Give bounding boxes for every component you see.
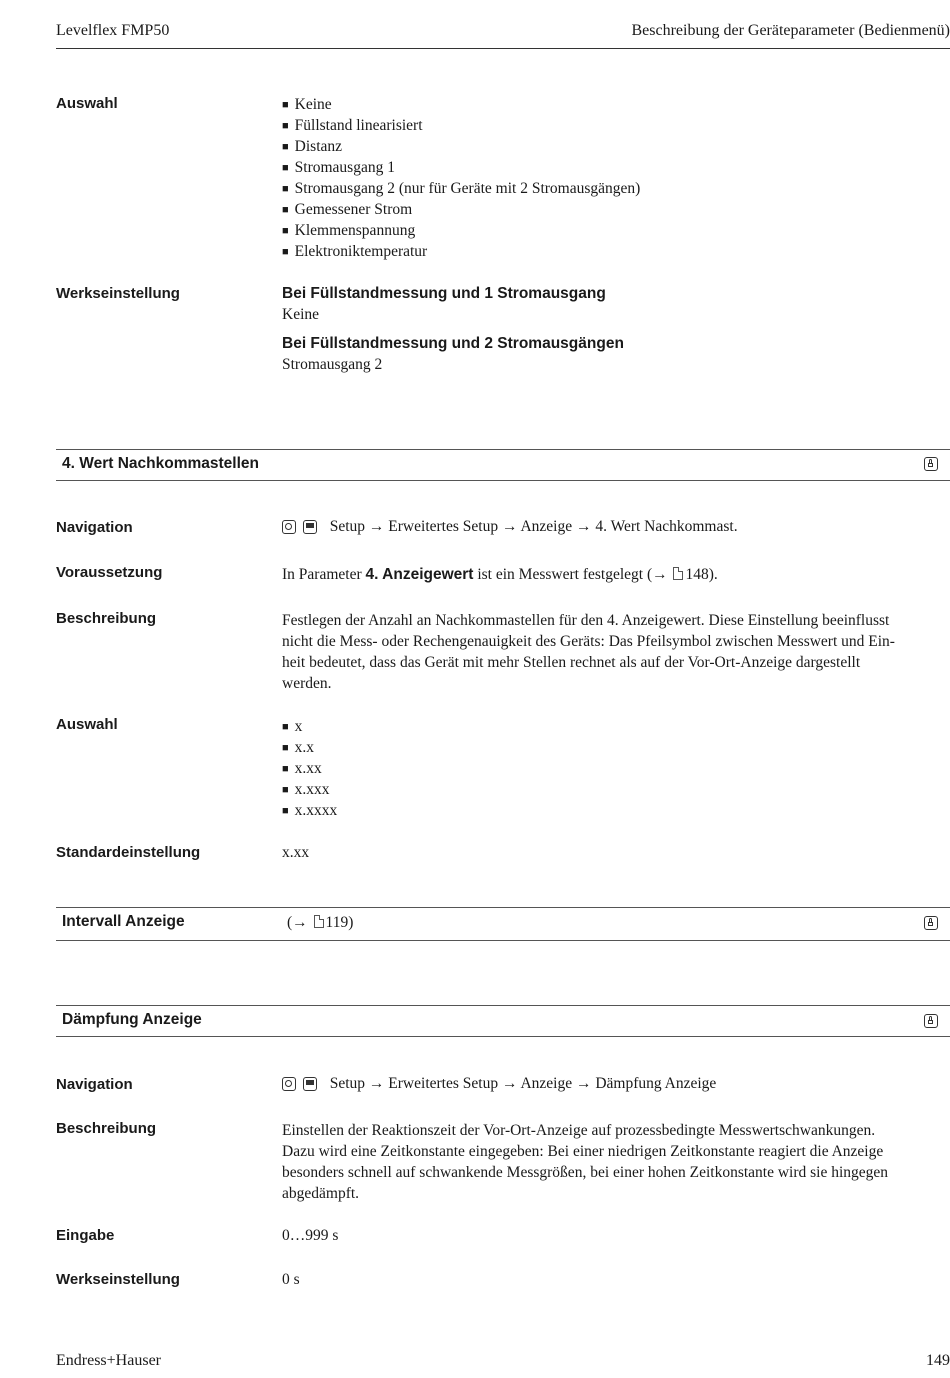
page-number: 149 [926, 1352, 950, 1369]
list-item: ■ x [282, 716, 337, 737]
beschreibung-label: Beschreibung [56, 610, 157, 627]
werk-case2-value: Stromausgang 2 [282, 356, 383, 373]
nav-path-text: Setup → Erweitertes Setup → Anzeige → 4. Wert Nachkommast. [329, 518, 738, 536]
nav-path-text: Setup → Erweitertes Setup → Anzeige → Dämpfung Anzeige [329, 1075, 717, 1093]
list-item: ■ Klemmenspannung [282, 220, 640, 241]
paragraph-line: besonders schnell auf schwankende Messgrößen, bei einer hohen Zeitkonstante wird sie hingegen [282, 1164, 889, 1181]
standardeinstellung-label: Standardeinstellung [56, 844, 201, 861]
display-menu-icon [303, 1077, 317, 1091]
lock-icon [924, 457, 938, 471]
auswahl-label: Auswahl [56, 95, 118, 112]
voraussetzung-text [282, 566, 718, 584]
paragraph-line: heit bedeutet, dass das Gerät mit mehr Stellen rechnet als auf der Vor-Ort-Anzeige dargestellt [282, 654, 861, 671]
eingabe-label: Eingabe [56, 1227, 115, 1244]
werkseinstellung-value: 0 s [282, 1271, 300, 1288]
intervall-ref [287, 914, 353, 932]
auswahl-list [282, 94, 640, 262]
ref-page[interactable]: 119) [325, 914, 354, 931]
header-rule [56, 48, 950, 49]
section-rule-top [56, 1005, 950, 1006]
page-ref-icon [673, 567, 683, 580]
expert-menu-icon [282, 520, 296, 534]
display-menu-icon [303, 520, 317, 534]
section-title: 4. Wert Nachkommastellen [62, 455, 259, 472]
list-item: ■ Distanz [282, 136, 640, 157]
vor-pre: In Parameter [282, 566, 366, 583]
footer-brand: Endress+Hauser [56, 1352, 161, 1369]
page-ref-icon [314, 915, 324, 928]
navigation-path [282, 518, 738, 536]
list-item: ■ Stromausgang 2 (nur für Geräte mit 2 Stromausgängen) [282, 178, 640, 199]
standardeinstellung-value: x.xx [282, 844, 310, 861]
paragraph-line: Festlegen der Anzahl an Nachkommastellen für den 4. Anzeigewert. Diese Einstellung beeinflusst [282, 612, 890, 629]
header-right: Beschreibung der Geräteparameter (Bedienmenü) [631, 22, 950, 39]
vor-post: ist ein Messwert festgelegt (→ [473, 566, 672, 583]
voraussetzung-label: Voraussetzung [56, 564, 163, 581]
lock-icon [924, 916, 938, 930]
expert-menu-icon [282, 1077, 296, 1091]
section-rule-bottom [56, 480, 950, 481]
beschreibung-label: Beschreibung [56, 1120, 157, 1137]
header-left: Levelflex FMP50 [56, 22, 170, 39]
auswahl-label-2: Auswahl [56, 716, 118, 733]
section-rule-bottom [56, 1036, 950, 1037]
ref-pre: (→ [287, 914, 312, 931]
vor-param: 4. Anzeigewert [365, 566, 474, 583]
werk-case1-title: Bei Füllstandmessung und 1 Stromausgang [282, 285, 606, 302]
paragraph-line: werden. [282, 675, 332, 692]
navigation-path [282, 1075, 716, 1093]
paragraph-line: Dazu wird eine Zeitkonstante eingegeben: Bei einer niedrigen Zeitkonstante reagiert die Anzeige [282, 1143, 884, 1160]
lock-icon [924, 1014, 938, 1028]
werkseinstellung-label: Werkseinstellung [56, 285, 180, 302]
werk-case1-value: Keine [282, 306, 320, 323]
paragraph-line: abgedämpft. [282, 1185, 360, 1202]
list-item: ■ Elektroniktemperatur [282, 241, 640, 262]
werk-case2-title: Bei Füllstandmessung und 2 Stromausgängen [282, 335, 624, 352]
vor-page-ref[interactable]: 148). [685, 566, 718, 583]
section-rule-bottom [56, 940, 950, 941]
list-item: ■ x.xxxx [282, 800, 337, 821]
section-title: Dämpfung Anzeige [62, 1011, 202, 1028]
auswahl-list-2 [282, 716, 337, 821]
section-rule-top [56, 907, 950, 908]
list-item: ■ Gemessener Strom [282, 199, 640, 220]
eingabe-value: 0…999 s [282, 1227, 339, 1244]
navigation-label: Navigation [56, 519, 133, 536]
list-item: ■ Stromausgang 1 [282, 157, 640, 178]
section-rule-top [56, 449, 950, 450]
section-title: Intervall Anzeige [62, 913, 185, 930]
beschreibung-text [282, 610, 950, 694]
list-item: ■ x.xxx [282, 779, 337, 800]
list-item: ■ Füllstand linearisiert [282, 115, 640, 136]
list-item: ■ x.xx [282, 758, 337, 779]
list-item: ■ Keine [282, 94, 640, 115]
beschreibung-text [282, 1120, 950, 1204]
paragraph-line: Einstellen der Reaktionszeit der Vor-Ort-Anzeige auf prozessbedingte Messwertschwankungen. [282, 1122, 876, 1139]
navigation-label: Navigation [56, 1076, 133, 1093]
werkseinstellung-label: Werkseinstellung [56, 1271, 180, 1288]
paragraph-line: nicht die Mess- oder Rechengenauigkeit des Geräts: Das Pfeilsymbol zwischen Messwert und Ein- [282, 633, 895, 650]
list-item: ■ x.x [282, 737, 337, 758]
